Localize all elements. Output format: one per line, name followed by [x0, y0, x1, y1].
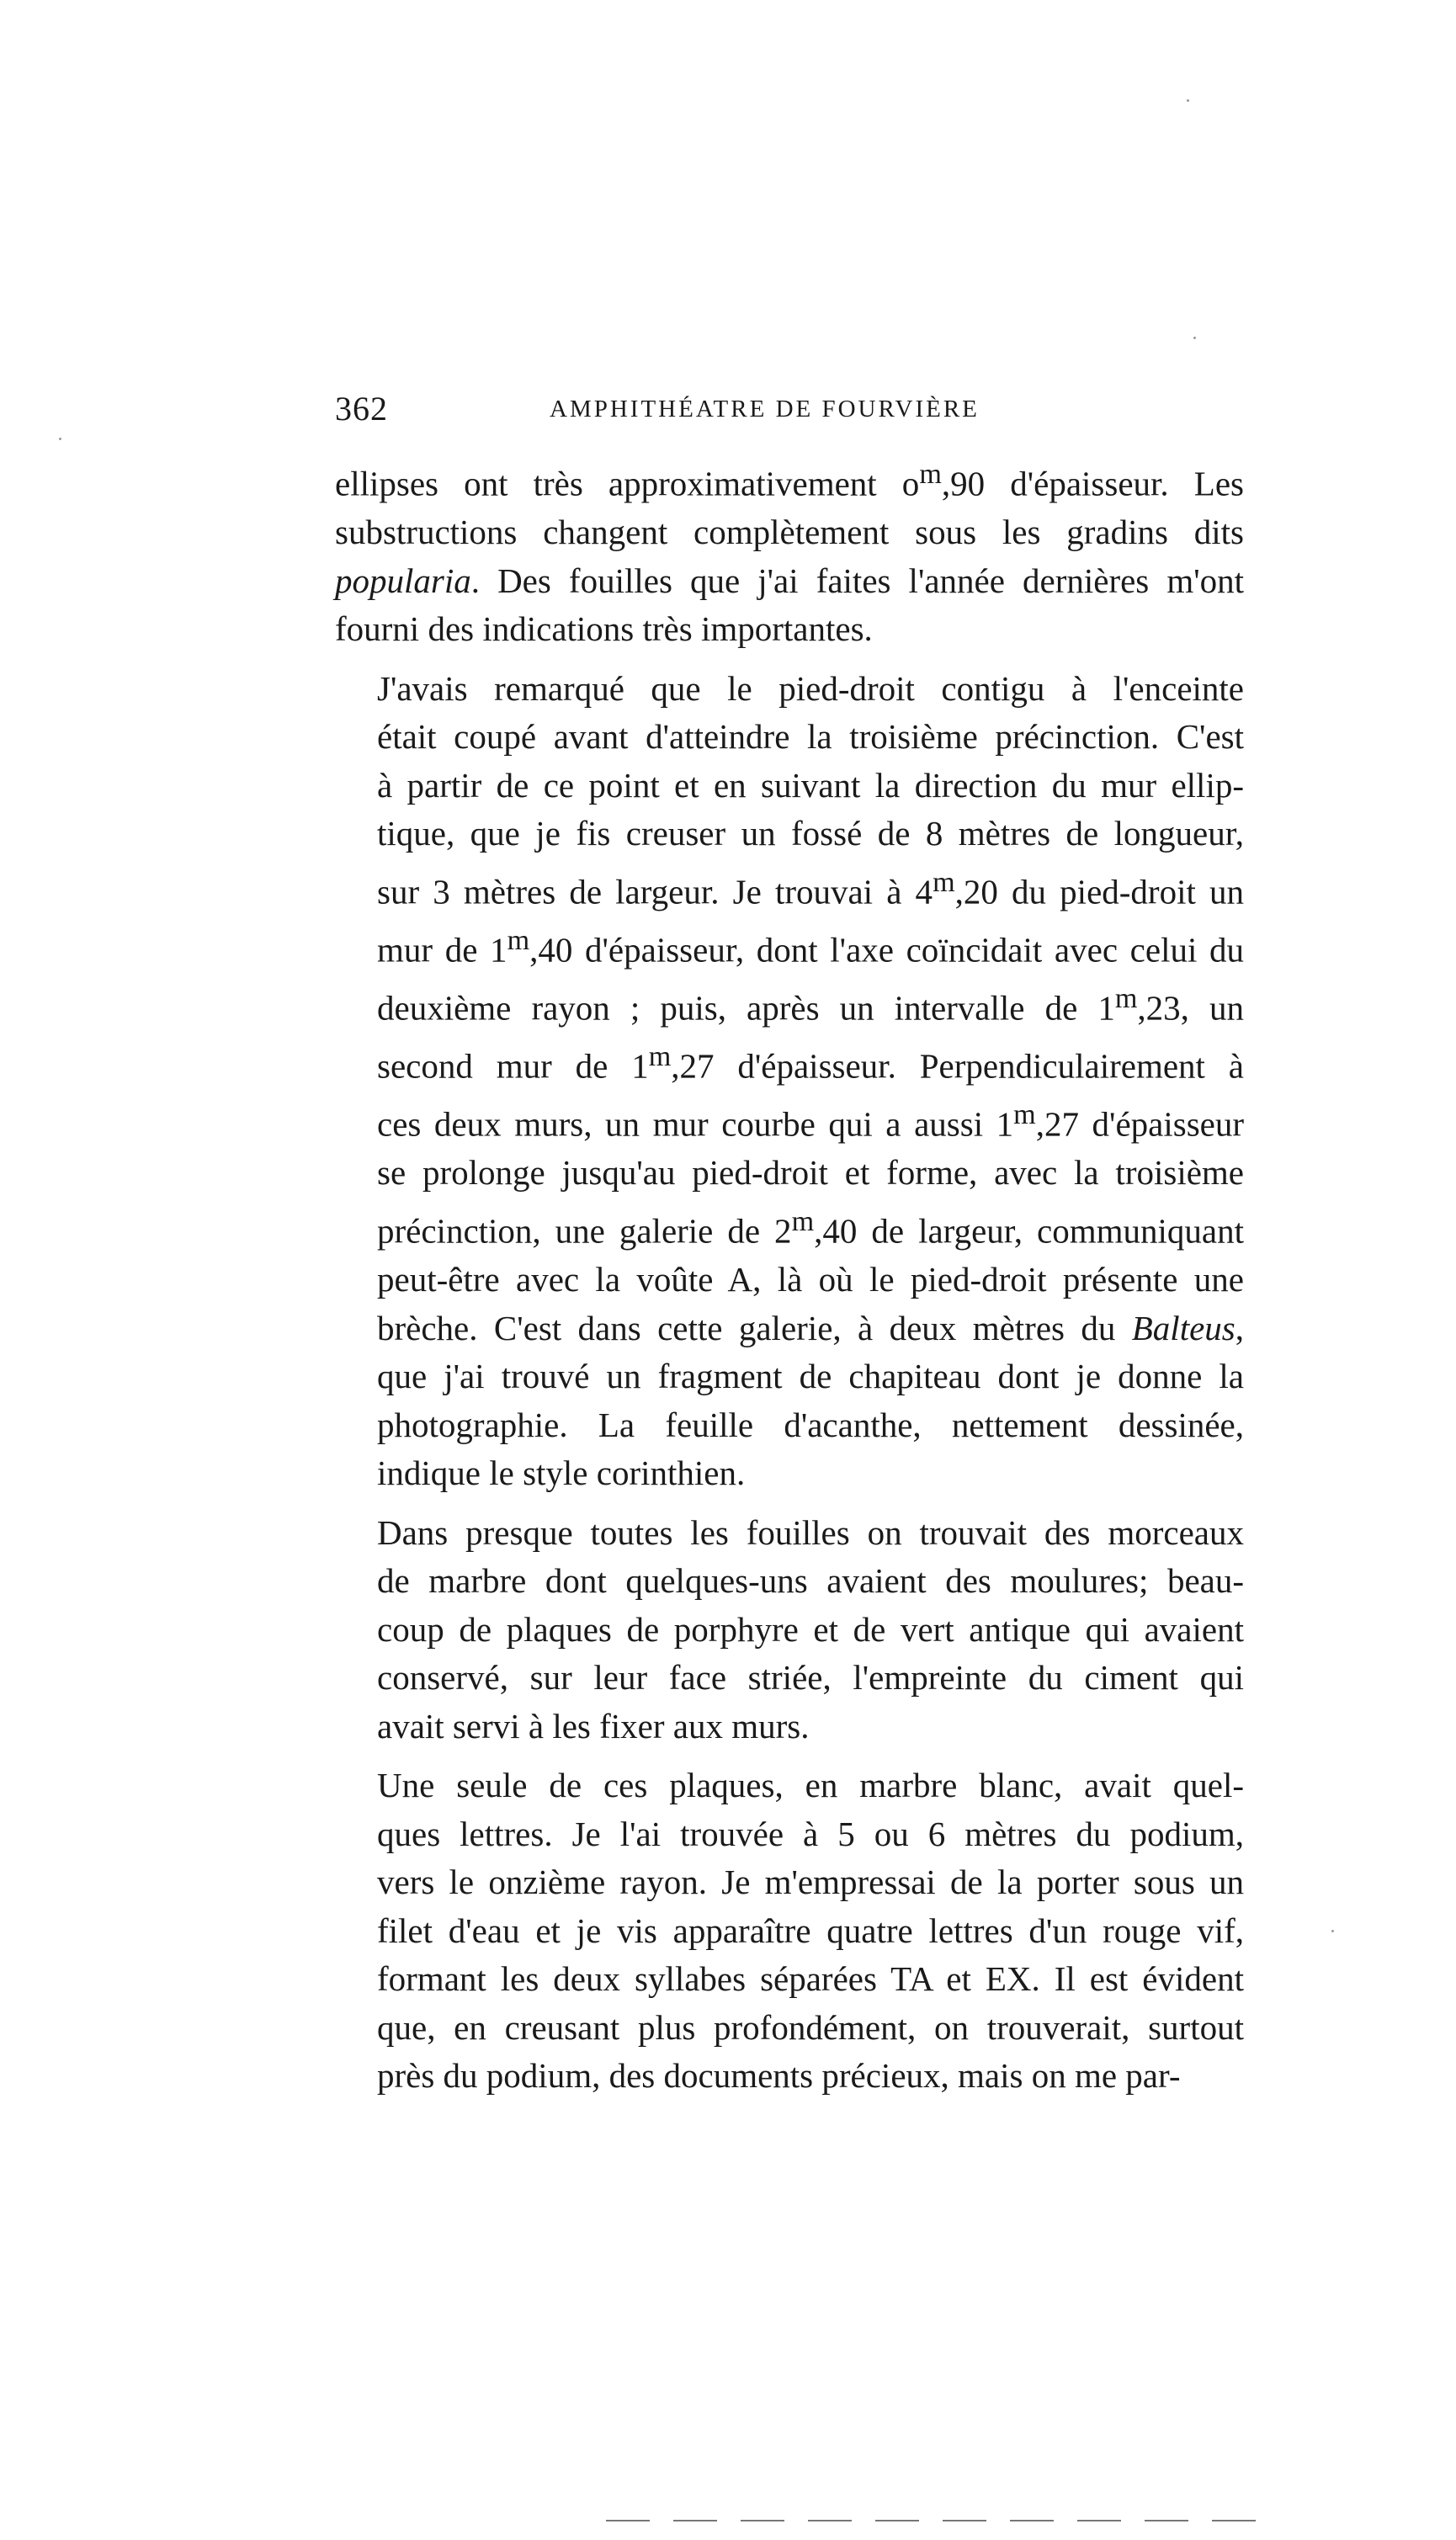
text-line: ques lettres. Je l'ai trouvée à 5 ou 6 mètres du podium, [377, 1814, 1244, 1853]
paragraph-1 [335, 450, 1244, 654]
paper-speck [59, 438, 61, 440]
footer-rule [606, 2520, 1313, 2527]
text-line: à partir de ce point et en suivant la direction du mur ellip- [377, 765, 1244, 805]
text-line: coup de plaques de porphyre et de vert antique qui avaient [377, 1609, 1244, 1649]
text-line: se prolonge jusqu'au pied-droit et forme, avec la troisième [377, 1153, 1244, 1193]
text-line: conservé, sur leur face striée, l'empreinte du ciment qui [377, 1658, 1244, 1698]
paragraph-3 [335, 1509, 1244, 1751]
text-line: fourni des indications très importantes. [335, 609, 873, 649]
text-line: sur 3 mètres de largeur. Je trouvai à 4$^m$,20 du pied-droit un [377, 866, 1244, 911]
text-line: ces deux murs, un mur courbe qui a aussi 1$^m$,27 d'épaisseur [377, 1099, 1244, 1144]
text-line: J'avais remarqué que le pied-droit contigu à l'enceinte [377, 668, 1244, 708]
text-line: popularia. Des fouilles que j'ai faites l'année dernières m'ont [335, 561, 1244, 600]
text-line: que j'ai trouvé un fragment de chapiteau dont je donne la [377, 1357, 1244, 1396]
text-line: tique, que je fis creuser un fossé de 8 mètres de longueur, [377, 814, 1244, 853]
text-line: précinction, une galerie de 2$^m$,40 de largeur, communiquant [377, 1205, 1244, 1251]
paragraph-4 [335, 1762, 1244, 2101]
text-line: filet d'eau et je vis apparaître quatre lettres d'un rouge vif, [377, 1910, 1244, 1950]
text-line: deuxième rayon ; puis, après un intervalle de 1$^m$,23, un [377, 982, 1244, 1028]
text-line: mur de 1$^m$,40 d'épaisseur, dont l'axe coïncidait avec celui du [377, 924, 1244, 970]
page-number: 362 [335, 390, 388, 428]
paper-speck [1193, 337, 1196, 339]
text-line: second mur de 1$^m$,27 d'épaisseur. Perpendiculairement à [377, 1041, 1245, 1086]
paper-speck [1331, 1930, 1334, 1932]
text-line: indique le style corinthien. [377, 1453, 746, 1493]
text-line: que, en creusant plus profondément, on trouverait, surtout [377, 2007, 1244, 2047]
text-line: peut-être avec la voûte A, là où le pied-droit présente une [377, 1260, 1244, 1299]
text-line: Une seule de ces plaques, en marbre blanc, avait quel- [377, 1766, 1244, 1805]
text-line: près du podium, des documents précieux, mais on me par- [377, 2056, 1181, 2096]
paper-speck [1187, 99, 1189, 102]
body-text [335, 450, 1244, 2112]
running-title: AMPHITHÉATRE DE FOURVIÈRE [550, 396, 980, 422]
page-header [335, 389, 1244, 439]
paragraph-2 [335, 665, 1244, 1498]
text-line: ellipses ont très approximativement $o^m,90$ d'épaisseur. Les [335, 459, 1244, 503]
text-line: substructions changent complètement sous les gradins dits [335, 513, 1244, 552]
text-line: de marbre dont quelques-uns avaient des moulures; beau- [377, 1561, 1244, 1601]
text-line: formant les deux syllabes séparées TA et EX. Il est évident [377, 1959, 1244, 1999]
text-line: était coupé avant d'atteindre la troisième précinction. C'est [377, 717, 1244, 757]
text-line: Dans presque toutes les fouilles on trouvait des morceaux [377, 1512, 1244, 1552]
text-line: brèche. C'est dans cette galerie, à deux mètres du Balteus, [377, 1308, 1244, 1347]
text-line: vers le onzième rayon. Je m'empressai de la porter sous un [377, 1862, 1244, 1902]
text-line: avait servi à les fixer aux murs. [377, 1706, 810, 1746]
text-line: photographie. La feuille d'acanthe, nettement dessinée, [377, 1405, 1244, 1444]
